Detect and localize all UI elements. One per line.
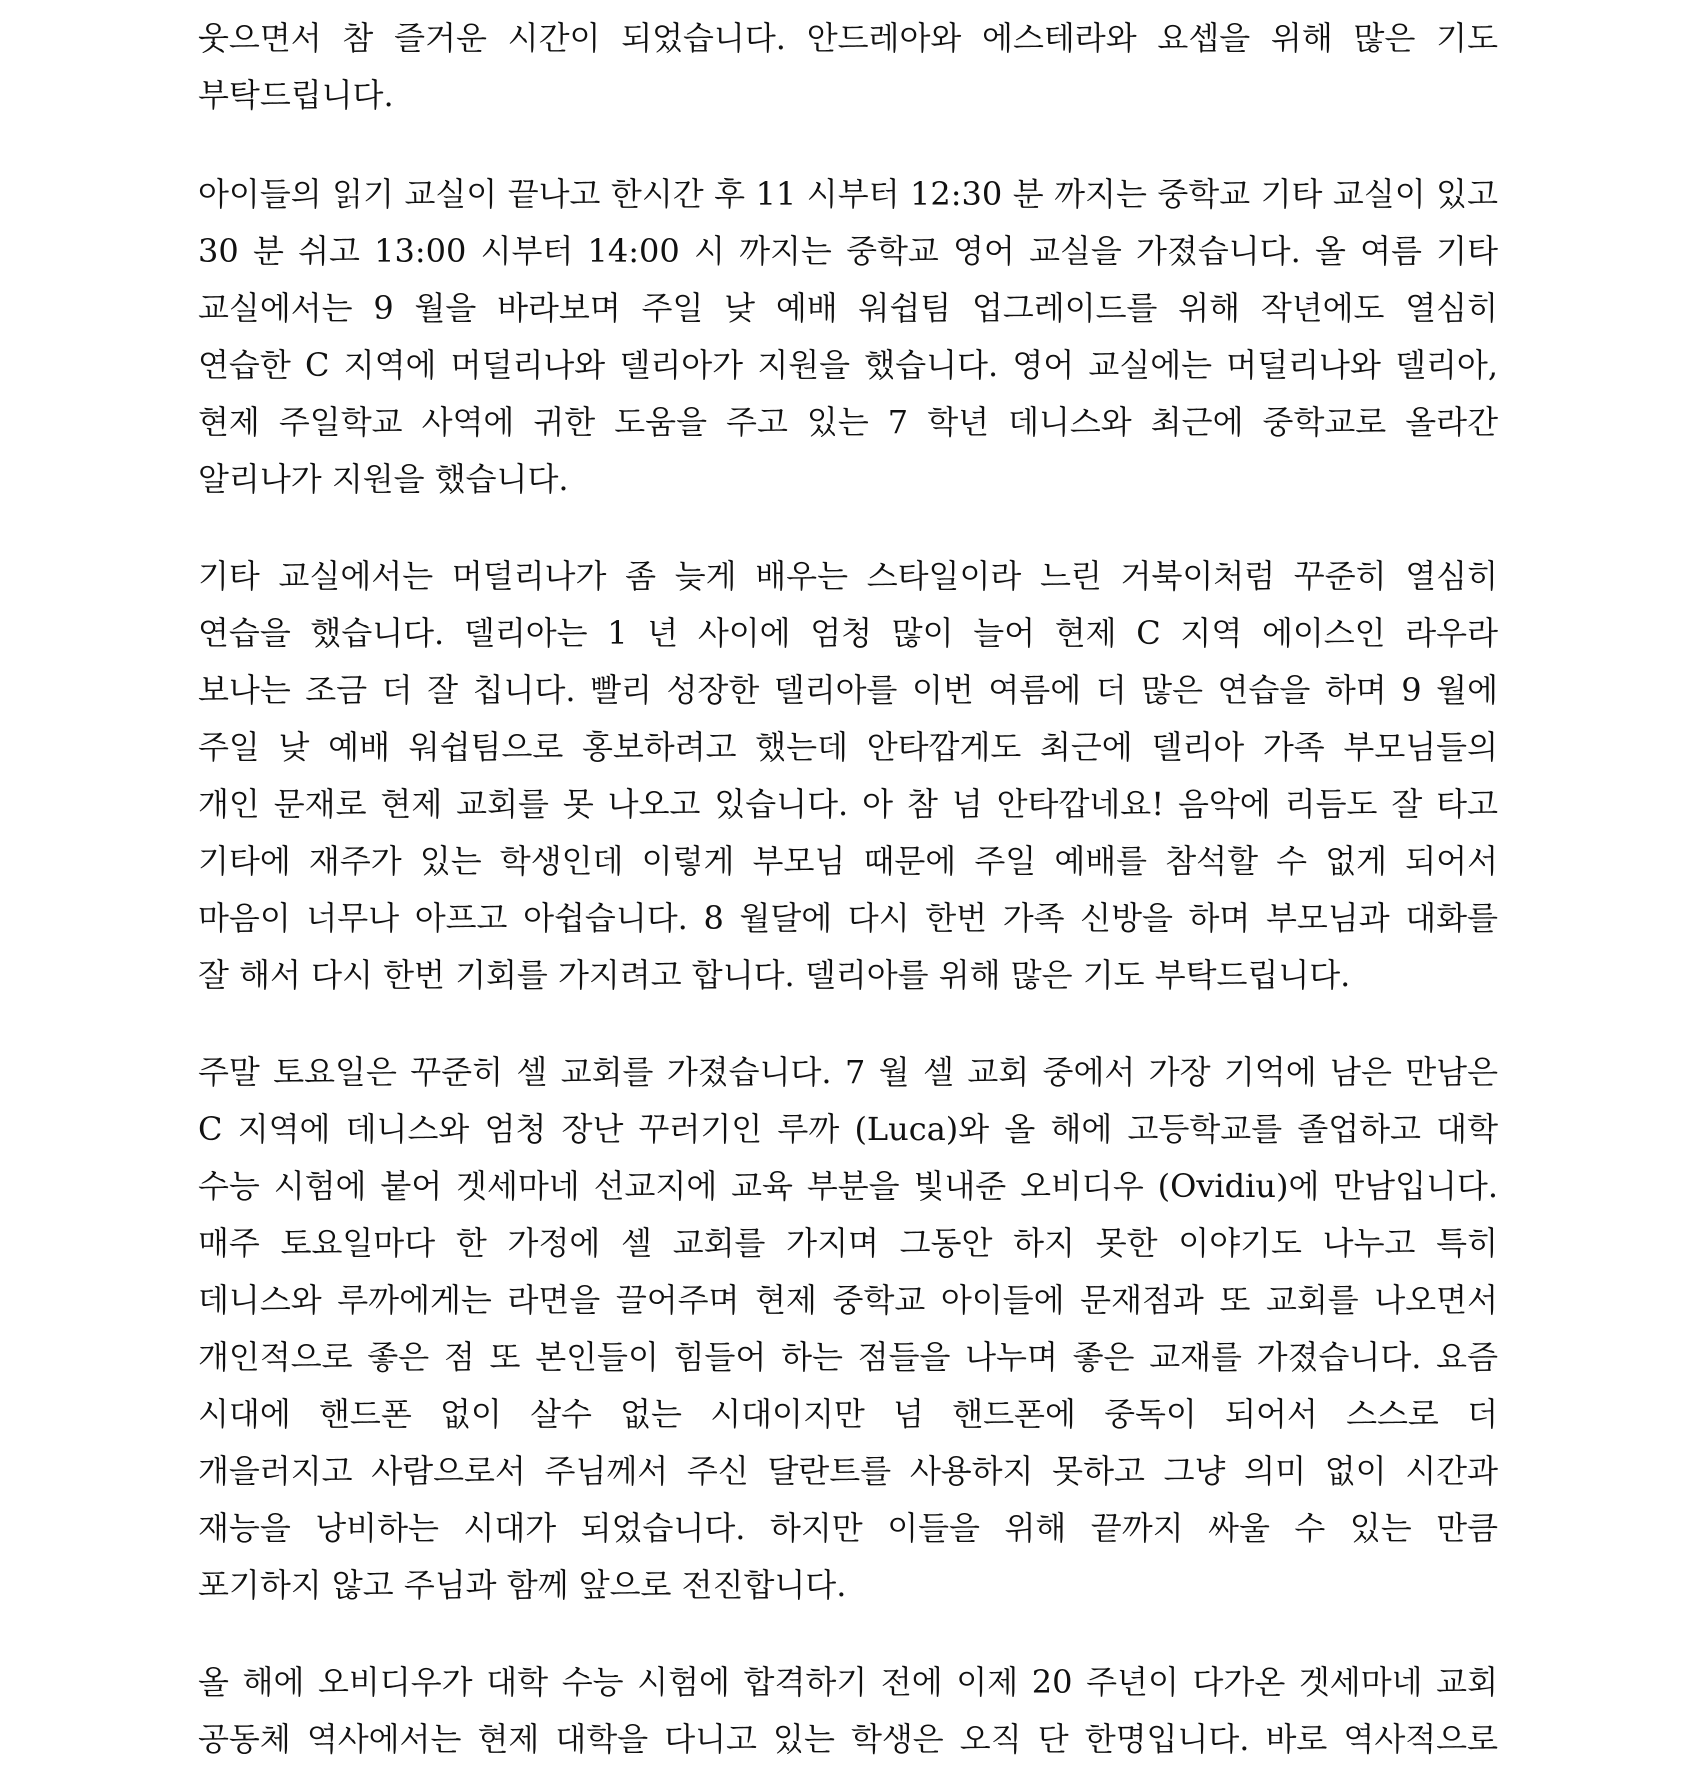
paragraph-guitar-class [198,548,1498,1004]
paragraph-university [198,1654,1498,1768]
text-line: 데니스와 루까에게는 라면을 끌어주며 현제 중학교 아이들에 문재점과 또 교회를 나오면서 [198,1281,1498,1319]
text-line: 포기하지 않고 주님과 함께 앞으로 전진합니다. [198,1566,847,1604]
paragraph-prayer-request [198,10,1498,124]
text-line: 기타에 재주가 있는 학생인데 이렇게 부모님 때문에 주일 예배를 참석할 수 없게 되어서 [198,842,1498,880]
text-line: 교실에서는 9 월을 바라보며 주일 낮 예배 워쉽팀 업그레이드를 위해 작년에도 열심히 [198,289,1498,327]
text-line: 보나는 조금 더 잘 칩니다. 빨리 성장한 델리아를 이번 여름에 더 많은 연습을 하며 9 월에 [198,671,1498,709]
text-line: 마음이 너무나 아프고 아쉽습니다. 8 월달에 다시 한번 가족 신방을 하며 부모님과 대화를 [198,899,1498,937]
text-line: 연습을 했습니다. 델리아는 1 년 사이에 엄청 많이 늘어 현제 C 지역 에이스인 라우라 [198,614,1498,652]
paragraph-cell-church [198,1044,1498,1614]
text-line: 주말 토요일은 꾸준히 셀 교회를 가졌습니다. 7 월 셀 교회 중에서 가장 기억에 남은 만남은 [198,1053,1498,1091]
text-line: 주일 낮 예배 워쉽팀으로 홍보하려고 했는데 안타깝게도 최근에 델리아 가족 부모님들의 [198,728,1498,766]
text-line: 재능을 낭비하는 시대가 되었습니다. 하지만 이들을 위해 끝까지 싸울 수 있는 만큼 [198,1509,1498,1547]
text-line: C 지역에 데니스와 엄청 장난 꾸러기인 루까 (Luca)와 올 해에 고등학교를 졸업하고 대학 [198,1110,1498,1148]
text-line: 아이들의 읽기 교실이 끝나고 한시간 후 11 시부터 12:30 분 까지는 중학교 기타 교실이 있고 [198,175,1498,213]
text-line: 매주 토요일마다 한 가정에 셀 교회를 가지며 그동안 하지 못한 이야기도 나누고 특히 [198,1224,1498,1262]
text-line: 개인 문재로 현제 교회를 못 나오고 있습니다. 아 참 넘 안타깝네요! 음악에 리듬도 잘 타고 [198,785,1498,823]
text-line: 30 분 쉬고 13:00 시부터 14:00 시 까지는 중학교 영어 교실을 가졌습니다. 올 여름 기타 [198,232,1498,270]
text-line: 공동체 역사에서는 현제 대학을 다니고 있는 학생은 오직 단 한명입니다. 바로 역사적으로 [198,1720,1498,1758]
text-line: 현제 주일학교 사역에 귀한 도움을 주고 있는 7 학년 데니스와 최근에 중학교로 올라간 [198,403,1498,441]
text-line: 개인적으로 좋은 점 또 본인들이 힘들어 하는 점들을 나누며 좋은 교재를 가졌습니다. 요즘 [198,1338,1498,1376]
text-line: 부탁드립니다. [198,76,394,114]
text-line: 웃으면서 참 즐거운 시간이 되었습니다. 안드레아와 에스테라와 요셉을 위해 많은 기도 [198,19,1498,57]
paragraph-classes [198,166,1498,508]
text-line: 연습한 C 지역에 머덜리나와 델리아가 지원을 했습니다. 영어 교실에는 머덜리나와 델리아, [198,346,1498,384]
text-line: 알리나가 지원을 했습니다. [198,460,569,498]
text-line: 시대에 핸드폰 없이 살수 없는 시대이지만 넘 핸드폰에 중독이 되어서 스스로 더 [198,1395,1498,1433]
text-line: 올 해에 오비디우가 대학 수능 시험에 합격하기 전에 이제 20 주년이 다가온 겟세마네 교회 [198,1663,1498,1701]
text-line: 기타 교실에서는 머덜리나가 좀 늦게 배우는 스타일이라 느린 거북이처럼 꾸준히 열심히 [198,557,1498,595]
text-line: 잘 해서 다시 한번 기회를 가지려고 합니다. 델리아를 위해 많은 기도 부탁드립니다. [198,956,1351,994]
text-line: 수능 시험에 붙어 겟세마네 선교지에 교육 부분을 빛내준 오비디우 (Ovidiu)에 만남입니다. [198,1167,1498,1205]
text-line: 개을러지고 사람으로서 주님께서 주신 달란트를 사용하지 못하고 그냥 의미 없이 시간과 [198,1452,1498,1490]
